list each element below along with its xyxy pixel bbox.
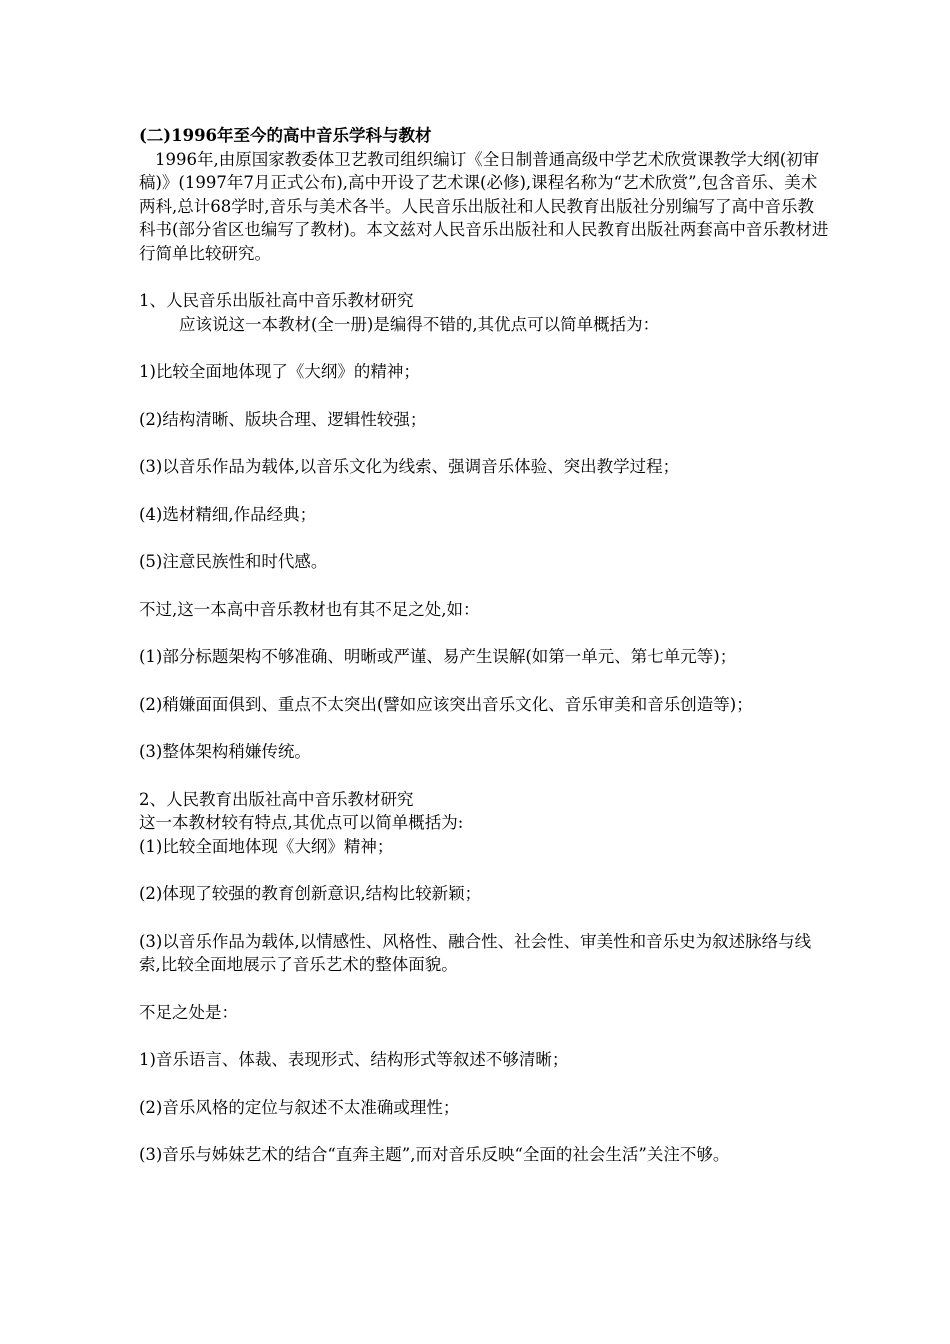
section1-merit-3: (3)以音乐作品为载体,以音乐文化为线索、强调音乐体验、突出教学过程； bbox=[139, 457, 680, 476]
section2-merit-2: (2)体现了较强的教育创新意识,结构比较新颖； bbox=[139, 884, 482, 903]
section2-title: 2、人民教育出版社高中音乐教材研究 bbox=[139, 789, 414, 809]
section2-shortfall-2: (2)音乐风格的定位与叙述不太准确或理性； bbox=[139, 1097, 460, 1117]
section2-lead: 这一本教材较有特点,其优点可以简单概括为: bbox=[139, 813, 464, 832]
section1-merit-4: (4)选材精细,作品经典； bbox=[139, 504, 317, 524]
section2-merit-1: (1)比较全面地体现《大纲》精神； bbox=[139, 836, 394, 856]
document-page bbox=[139, 124, 829, 1167]
section2-shortfall-lead: 不足之处是： bbox=[139, 1002, 238, 1022]
section1-shortfall-3: (3)整体架构稍嫌传统。 bbox=[139, 742, 311, 761]
section1-shortfall-1: (1)部分标题架构不够准确、明晰或严谨、易产生误解(如第一单元、第七单元等)； bbox=[139, 647, 737, 666]
section1-merit-1: 1)比较全面地体现了《大纲》的精神； bbox=[139, 362, 420, 381]
section1-shortfall-2: (2)稍嫌面面俱到、重点不太突出(譬如应该突出音乐文化、音乐审美和音乐创造等)； bbox=[139, 694, 753, 714]
section2-shortfall-1: 1)音乐语言、体裁、表现形式、结构形式等叙述不够清晰； bbox=[139, 1050, 569, 1069]
section1-shortfall-lead: 不过,这一本高中音乐教材也有其不足之处,如： bbox=[139, 599, 480, 619]
section2-merit-3: (3)以音乐作品为载体,以情感性、风格性、融合性、社会性、审美性和音乐史为叙述脉络与线索,比较全面地展示了音乐艺术的整体面貌。 bbox=[139, 931, 812, 974]
intro-paragraph: 1996年,由原国家教委体卫艺教司组织编订《全日制普通高级中学艺术欣赏课教学大纲(初审稿)》(1997年7月正式公布),高中开设了艺术课(必修),课程名称为“艺术欣赏”,包含音乐、美术两科,总计68学时,音乐与美术各半。人民音乐出版社和人民教育出版社分别编写了高中音乐教科书(部分省区也编写了教材)。本文兹对人民音乐出版社和人民教育出版社两套高中音乐教材进行简单比较研究。 bbox=[139, 149, 829, 263]
section1-title: 1、人民音乐出版社高中音乐教材研究 bbox=[139, 291, 414, 310]
section2-shortfall-3: (3)音乐与姊妹艺术的结合“直奔主题”,而对音乐反映“全面的社会生活”关注不够。 bbox=[139, 1145, 730, 1164]
section1-merit-2: (2)结构清晰、版块合理、逻辑性较强； bbox=[139, 409, 427, 429]
section1-lead: 应该说这一本教材(全一册)是编得不错的,其优点可以简单概括为： bbox=[179, 314, 660, 334]
section1-merit-5: (5)注意民族性和时代感。 bbox=[139, 552, 328, 571]
section-heading: (二)1996年至今的高中音乐学科与教材 bbox=[139, 126, 432, 145]
